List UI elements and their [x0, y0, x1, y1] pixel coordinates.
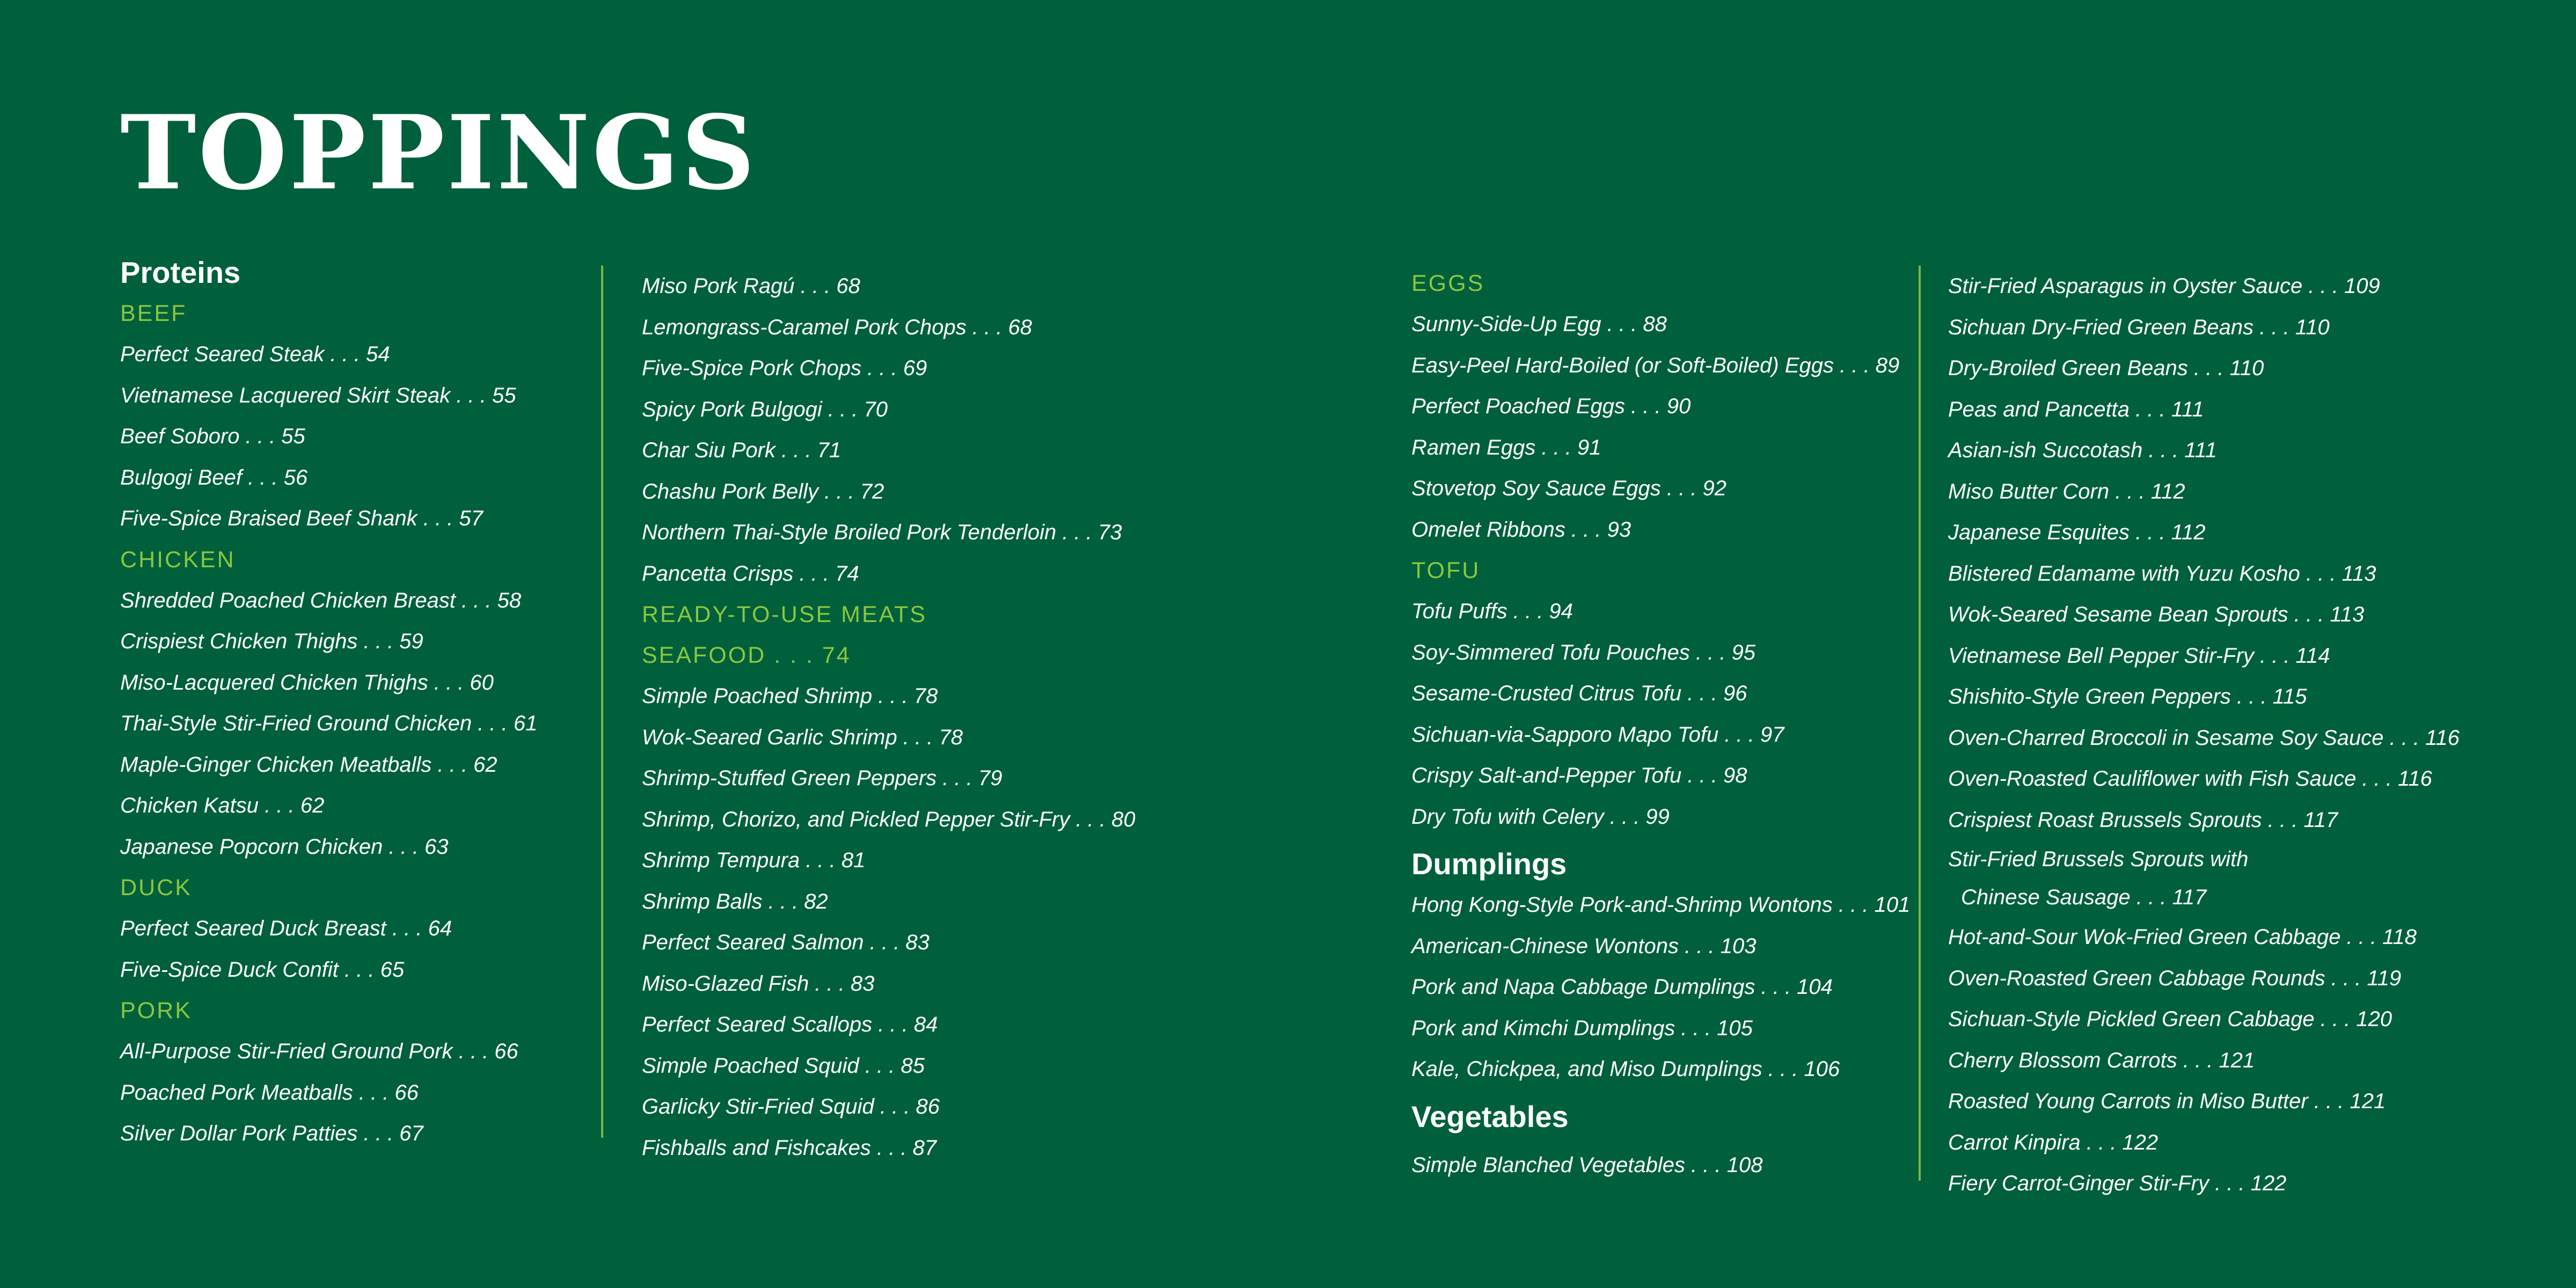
list-item: All-Purpose Stir-Fried Ground Pork . . . 66	[120, 1040, 518, 1063]
list-item: Wok-Seared Sesame Bean Sprouts . . . 113	[1948, 603, 2365, 626]
list-item: Shredded Poached Chicken Breast . . . 58	[120, 588, 522, 612]
list-item: Sesame-Crusted Citrus Tofu . . . 96	[1411, 682, 1747, 705]
column-4	[1948, 266, 2538, 1204]
column-2	[642, 266, 1340, 1168]
list-item: Maple-Ginger Chicken Meatballs . . . 62	[120, 752, 497, 777]
list-item: Asian-ish Succotash . . . 111	[1948, 438, 2217, 462]
list-item: Fiery Carrot-Ginger Stir-Fry . . . 122	[1948, 1172, 2287, 1195]
list-item: Dry-Broiled Green Beans . . . 110	[1948, 356, 2264, 380]
list-item: Vietnamese Bell Pepper Stir-Fry . . . 114	[1948, 643, 2330, 668]
list-item-line: Stir-Fried Brussels Sprouts with	[1948, 847, 2249, 871]
list-item: Shrimp, Chorizo, and Pickled Pepper Stir-Fry . . . 80	[642, 807, 1136, 831]
list-item: Thai-Style Stir-Fried Ground Chicken . . . 61	[120, 712, 538, 735]
list-item: Simple Poached Squid . . . 85	[642, 1053, 925, 1078]
category-chicken: CHICKEN	[120, 546, 236, 573]
list-item: Blistered Edamame with Yuzu Kosho . . . 113	[1948, 561, 2376, 586]
column-1	[120, 252, 560, 1154]
list-item: Miso-Glazed Fish . . . 83	[642, 971, 875, 996]
list-item: Sichuan-Style Pickled Green Cabbage . . . 120	[1948, 1007, 2392, 1031]
list-item: Sunny-Side-Up Egg . . . 88	[1411, 312, 1667, 336]
list-item: Pancetta Crisps . . . 74	[642, 561, 859, 586]
section-heading-vegetables: Vegetables	[1411, 1099, 1569, 1133]
list-item: Five-Spice Duck Confit . . . 65	[120, 957, 405, 982]
list-item: Chashu Pork Belly . . . 72	[642, 479, 884, 503]
column-divider	[1919, 266, 1921, 1181]
section-heading-dumplings: Dumplings	[1411, 847, 1567, 881]
list-item: Simple Blanched Vegetables . . . 108	[1411, 1153, 1763, 1177]
list-item: Shrimp Tempura . . . 81	[642, 848, 866, 872]
list-item: Omelet Ribbons . . . 93	[1411, 517, 1631, 541]
category-duck: DUCK	[120, 875, 192, 901]
list-item: Five-Spice Pork Chops . . . 69	[642, 356, 927, 380]
list-item: Hot-and-Sour Wok-Fried Green Cabbage . . . 118	[1948, 925, 2417, 949]
category-seafood: SEAFOOD . . . 74	[642, 642, 851, 668]
list-item: Soy-Simmered Tofu Pouches . . . 95	[1411, 640, 1756, 664]
spacer	[1411, 1137, 1905, 1145]
list-item: Five-Spice Braised Beef Shank . . . 57	[120, 507, 483, 530]
list-item: Japanese Popcorn Chicken . . . 63	[120, 835, 449, 859]
list-item: Pork and Kimchi Dumplings . . . 105	[1411, 1016, 1753, 1040]
category-pork: PORK	[120, 998, 192, 1023]
list-item: Cherry Blossom Carrots . . . 121	[1948, 1048, 2255, 1072]
list-item	[1948, 840, 2538, 917]
list-item: Shishito-Style Green Peppers . . . 115	[1948, 685, 2307, 708]
list-item: Poached Pork Meatballs . . . 66	[120, 1080, 419, 1104]
list-item: Peas and Pancetta . . . 111	[1948, 397, 2204, 421]
list-item: Carrot Kinpira . . . 122	[1948, 1130, 2158, 1154]
list-item: Bulgogi Beef . . . 56	[120, 465, 308, 489]
list-item: Oven-Charred Broccoli in Sesame Soy Sauce . . . 116	[1948, 726, 2460, 750]
list-item: Roasted Young Carrots in Miso Butter . . . 121	[1948, 1089, 2386, 1113]
category-beef: BEEF	[120, 301, 187, 326]
list-item: Tofu Puffs . . . 94	[1411, 599, 1573, 623]
list-item: Perfect Seared Steak . . . 54	[120, 342, 390, 366]
list-item: Perfect Seared Duck Breast . . . 64	[120, 917, 452, 940]
list-item: Shrimp-Stuffed Green Peppers . . . 79	[642, 766, 1002, 790]
list-item: Dry Tofu with Celery . . . 99	[1411, 804, 1670, 829]
list-item: Oven-Roasted Cauliflower with Fish Sauce . . . 116	[1948, 767, 2432, 791]
list-item: Sichuan-via-Sapporo Mapo Tofu . . . 97	[1411, 722, 1784, 747]
list-item: Crispiest Chicken Thighs . . . 59	[120, 630, 423, 653]
list-item: Stovetop Soy Sauce Eggs . . . 92	[1411, 477, 1727, 500]
list-item: Miso Butter Corn . . . 112	[1948, 479, 2185, 503]
list-item: Perfect Poached Eggs . . . 90	[1411, 394, 1691, 418]
list-item: Shrimp Balls . . . 82	[642, 889, 828, 913]
list-item: Crispy Salt-and-Pepper Tofu . . . 98	[1411, 764, 1747, 787]
list-item: Wok-Seared Garlic Shrimp . . . 78	[642, 725, 963, 749]
list-item: Stir-Fried Asparagus in Oyster Sauce . . . 109	[1948, 274, 2380, 298]
list-item-line: Chinese Sausage . . . 117	[1961, 885, 2207, 909]
list-item: Pork and Napa Cabbage Dumplings . . . 104	[1411, 975, 1833, 999]
list-item: Ramen Eggs . . . 91	[1411, 435, 1601, 459]
section-heading-proteins: Proteins	[120, 255, 241, 289]
category-tofu: TOFU	[1411, 558, 1481, 583]
list-item: Fishballs and Fishcakes . . . 87	[642, 1136, 937, 1160]
list-item: Lemongrass-Caramel Pork Chops . . . 68	[642, 315, 1032, 339]
list-item: Perfect Seared Scallops . . . 84	[642, 1013, 938, 1036]
category-ready-to-use-meats: READY-TO-USE MEATS	[642, 602, 927, 627]
list-item: Char Siu Pork . . . 71	[642, 438, 841, 462]
list-item: Vietnamese Lacquered Skirt Steak . . . 55	[120, 383, 516, 407]
list-item: American-Chinese Wontons . . . 103	[1411, 934, 1757, 958]
list-item: Miso Pork Ragú . . . 68	[642, 274, 860, 298]
list-item: Sichuan Dry-Fried Green Beans . . . 110	[1948, 315, 2330, 339]
list-item: Spicy Pork Bulgogi . . . 70	[642, 397, 888, 421]
list-item: Chicken Katsu . . . 62	[120, 794, 325, 817]
column-3	[1411, 263, 1911, 1185]
list-item: Hong Kong-Style Pork-and-Shrimp Wontons . . . 101	[1411, 893, 1911, 917]
list-item: Perfect Seared Salmon . . . 83	[642, 931, 930, 954]
page-title: TOPPINGS	[120, 93, 757, 213]
list-item: Kale, Chickpea, and Miso Dumplings . . . 106	[1411, 1057, 1840, 1081]
category-eggs: EGGS	[1411, 270, 1485, 296]
list-item: Beef Soboro . . . 55	[120, 425, 305, 448]
list-item: Crispiest Roast Brussels Sprouts . . . 117	[1948, 808, 2338, 832]
list-item: Northern Thai-Style Broiled Pork Tenderloin . . . 73	[642, 521, 1122, 544]
list-item: Garlicky Stir-Fried Squid . . . 86	[642, 1095, 940, 1118]
list-item: Miso-Lacquered Chicken Thighs . . . 60	[120, 670, 494, 694]
list-item: Japanese Esquites . . . 112	[1948, 521, 2206, 544]
list-item: Simple Poached Shrimp . . . 78	[642, 684, 938, 708]
list-item: Silver Dollar Pork Patties . . . 67	[120, 1122, 423, 1145]
column-divider	[601, 266, 603, 1138]
list-item: Oven-Roasted Green Cabbage Rounds . . . 119	[1948, 966, 2402, 990]
list-item: Easy-Peel Hard-Boiled (or Soft-Boiled) Eggs . . . 89	[1411, 353, 1900, 377]
